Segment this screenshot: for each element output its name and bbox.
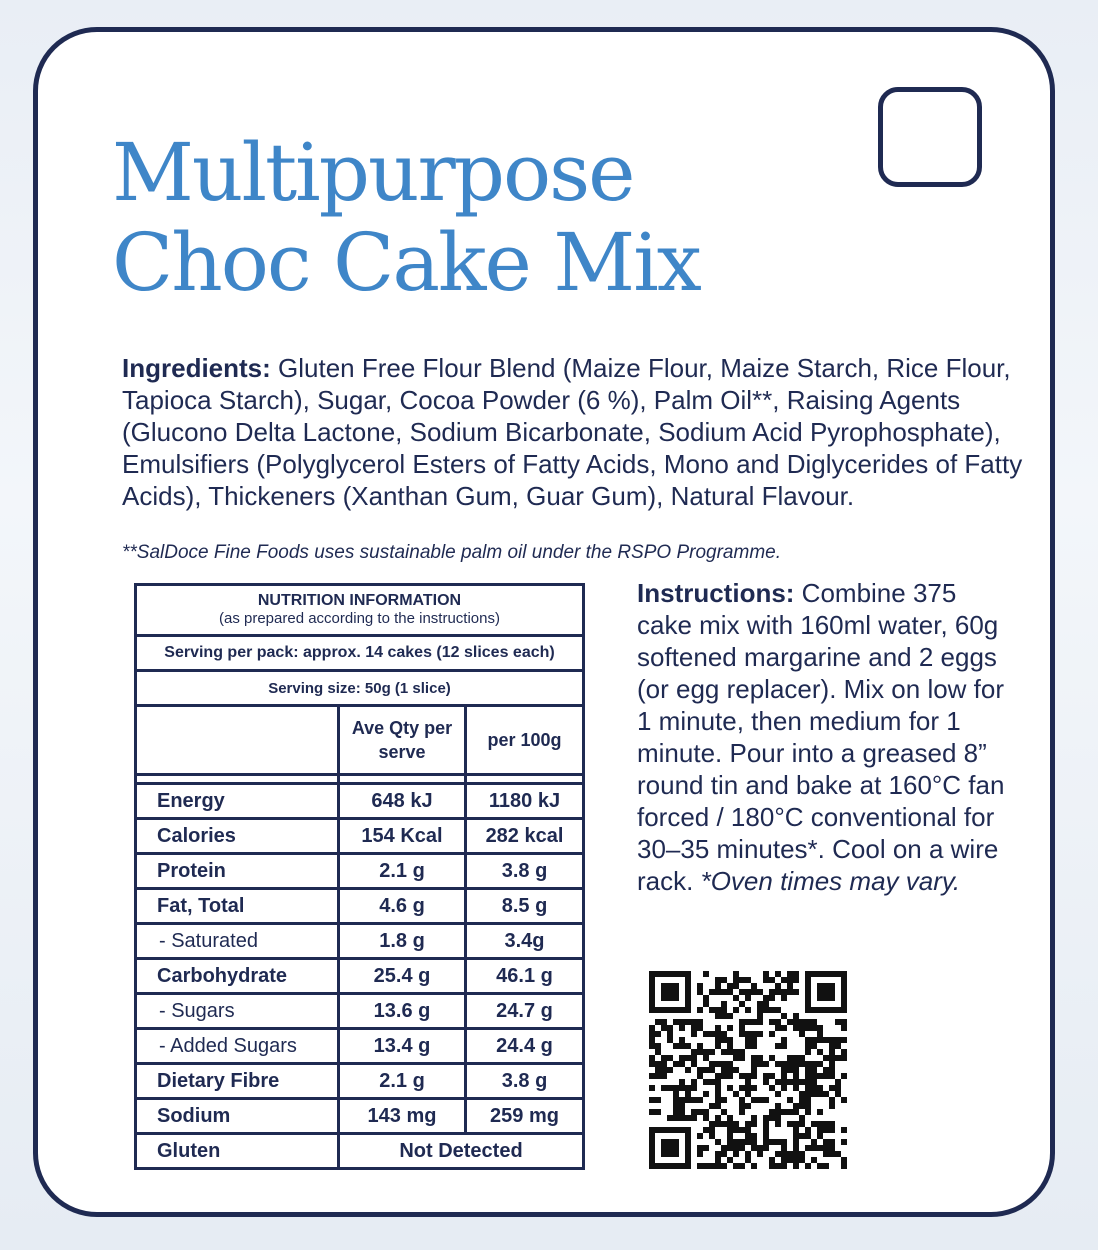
nutrition-row [136, 819, 584, 854]
nutrient-serve-value: 1.8 g [339, 924, 466, 959]
nutrition-row [136, 784, 584, 819]
nutrient-label: Fat, Total [136, 889, 339, 924]
product-title [112, 128, 700, 308]
nutrient-serve-value: 13.6 g [339, 994, 466, 1029]
nutrient-100g-value: 46.1 g [466, 959, 584, 994]
nutrition-title-cell [136, 585, 584, 636]
nutrient-serve-value: 4.6 g [339, 889, 466, 924]
nutrient-serve-value: 154 Kcal [339, 819, 466, 854]
nutrient-serve-value: 13.4 g [339, 1029, 466, 1064]
nutrient-100g-value: 24.7 g [466, 994, 584, 1029]
nutrient-label: Sodium [136, 1099, 339, 1134]
column-header-per-100g: per 100g [466, 706, 584, 775]
nutrition-row [136, 959, 584, 994]
nutrient-serve-value: 25.4 g [339, 959, 466, 994]
instructions-text [637, 577, 1017, 897]
nutrient-label: - Saturated [136, 924, 339, 959]
nutrient-serve-value: 648 kJ [339, 784, 466, 819]
nutrient-100g-value: 259 mg [466, 1099, 584, 1134]
nutrient-serve-value: 2.1 g [339, 854, 466, 889]
nutrition-row [136, 1029, 584, 1064]
gluten-row [136, 1134, 584, 1169]
palm-oil-footnote: **SalDoce Fine Foods uses sustainable palm oil under the RSPO Programme. [122, 542, 781, 563]
nutrient-label: Protein [136, 854, 339, 889]
instructions-body: Combine 375 cake mix with 160ml water, 60g softened margarine and 2 eggs (or egg replacer). Mix on low for 1 minute, then medium for 1 minute. Pour into a greased 8” round tin and bake at 160°C fan forced / 180°C conventional for 30–35 minutes*. Cool on a wire rack. [637, 578, 1005, 896]
nutrient-100g-value: 3.8 g [466, 854, 584, 889]
ingredients-text [122, 352, 1032, 512]
ingredients-label: Ingredients: [122, 353, 271, 383]
nutrient-label: Calories [136, 819, 339, 854]
product-title-line1: Multipurpose [112, 126, 634, 219]
nutrient-serve-value: 143 mg [339, 1099, 466, 1134]
nutrition-row [136, 889, 584, 924]
nutrition-row [136, 854, 584, 889]
nutrient-100g-value: 3.8 g [466, 1064, 584, 1099]
product-title-line2: Choc Cake Mix [112, 216, 700, 309]
serving-size: Serving size: 50g (1 slice) [136, 671, 584, 706]
nutrient-label: Energy [136, 784, 339, 819]
nutrient-label: Dietary Fibre [136, 1064, 339, 1099]
nutrient-label: - Added Sugars [136, 1029, 339, 1064]
gluten-label: Gluten [136, 1134, 339, 1169]
nutrient-label: - Sugars [136, 994, 339, 1029]
oven-note: *Oven times may vary. [700, 866, 961, 896]
nutrient-serve-value: 2.1 g [339, 1064, 466, 1099]
servings-per-pack: Serving per pack: approx. 14 cakes (12 slices each) [136, 636, 584, 671]
nutrition-title: NUTRITION INFORMATION [257, 592, 462, 609]
ingredients-list: Gluten Free Flour Blend (Maize Flour, Maize Starch, Rice Flour, Tapioca Starch), Sugar, Cocoa Powder (6 %), Palm Oil**, Raising Agents (Glucono Delta Lactone, Sodium Bicarbonate, Sodium Acid Pyrophosphate), Emulsifiers (Polyglycerol Esters of Fatty Acids, Mono and Diglycerides of Fatty Acids), Thickeners (Xanthan Gum, Guar Gum), Natural Flavour. [122, 353, 1023, 511]
column-header-blank [136, 706, 339, 775]
nutrition-row [136, 1064, 584, 1099]
nutrition-table [134, 583, 585, 1170]
nutrition-row [136, 924, 584, 959]
nutrient-100g-value: 24.4 g [466, 1029, 584, 1064]
nutrient-100g-value: 1180 kJ [466, 784, 584, 819]
nutrient-label: Carbohydrate [136, 959, 339, 994]
nutrient-100g-value: 282 kcal [466, 819, 584, 854]
instructions-label: Instructions: [637, 578, 795, 608]
nutrient-100g-value: 3.4g [466, 924, 584, 959]
nutrition-subtitle: (as prepared according to the instructions) [219, 610, 500, 627]
checkbox-icon[interactable] [878, 87, 982, 187]
gluten-value: Not Detected [339, 1134, 584, 1169]
column-header-serve: Ave Qty per serve [339, 706, 466, 775]
nutrition-row [136, 1099, 584, 1134]
nutrient-100g-value: 8.5 g [466, 889, 584, 924]
nutrition-row [136, 994, 584, 1029]
qr-code-icon[interactable] [649, 971, 847, 1169]
